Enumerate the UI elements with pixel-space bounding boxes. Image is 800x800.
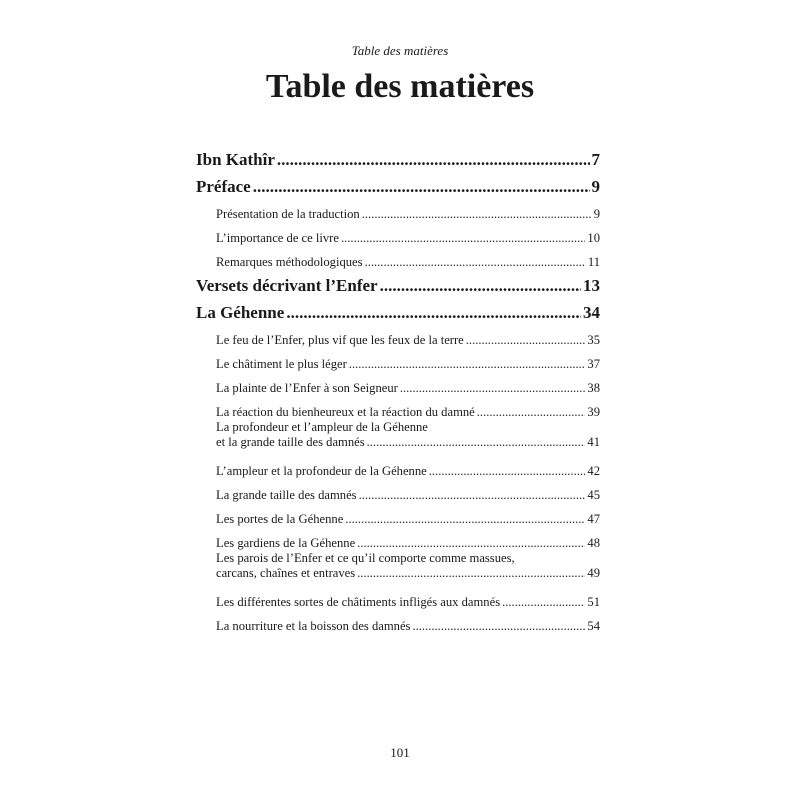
toc-subentry <box>216 503 600 527</box>
toc-subentry <box>216 610 600 634</box>
dot-leader <box>253 177 590 197</box>
toc-subentry-page: 45 <box>587 488 600 502</box>
toc-subentry <box>216 586 600 610</box>
toc-subentry-page: 35 <box>587 333 600 347</box>
toc-entry-label: Préface <box>196 177 251 196</box>
toc-entry-label: La Géhenne <box>196 303 285 322</box>
dot-leader <box>400 381 586 396</box>
toc-subentry-page: 49 <box>587 566 600 580</box>
toc-subentry-multiline <box>216 551 600 581</box>
toc-subentry-page: 42 <box>587 464 600 478</box>
dot-leader <box>359 488 586 503</box>
toc-subentry-page: 54 <box>587 619 600 633</box>
toc-subentry-label: La plainte de l’Enfer à son Seigneur <box>216 381 398 395</box>
toc-subentry-page: 47 <box>587 512 600 526</box>
toc-subentry <box>216 198 600 222</box>
toc-subentry-label: L’importance de ce livre <box>216 231 339 245</box>
dot-leader <box>357 536 585 551</box>
toc-subentry <box>216 527 600 551</box>
toc-subentry-label: et la grande taille des damnés <box>216 435 365 449</box>
toc-subentry-label: La réaction du bienheureux et la réaction du damné <box>216 405 475 419</box>
page-title: Table des matières <box>265 68 535 105</box>
dot-leader <box>429 464 586 479</box>
table-of-contents <box>196 144 600 634</box>
toc-subentry-page: 11 <box>587 255 600 269</box>
toc-subentry-label-line1: La profondeur et l’ampleur de la Géhenne <box>216 420 428 434</box>
toc-subentry <box>216 435 600 450</box>
toc-entry-page: 34 <box>583 303 600 322</box>
toc-subentry <box>216 222 600 246</box>
toc-subentry <box>216 566 600 581</box>
toc-subentry-page: 51 <box>587 595 600 609</box>
dot-leader <box>349 357 586 372</box>
toc-subentry-page: 10 <box>587 231 600 245</box>
toc-subentry <box>216 246 600 270</box>
running-head: Table des matières <box>351 43 449 58</box>
toc-subentry-label: La nourriture et la boisson des damnés <box>216 619 411 633</box>
toc-subentry-page: 39 <box>587 405 600 419</box>
toc-subentry-label: Remarques méthodologiques <box>216 255 363 269</box>
toc-subentry <box>216 348 600 372</box>
page-number: 101 <box>390 745 410 760</box>
dot-leader <box>341 231 585 246</box>
toc-entry-page: 9 <box>591 177 600 196</box>
toc-entry <box>196 297 600 323</box>
dot-leader <box>277 150 590 170</box>
toc-subentry-label: Le châtiment le plus léger <box>216 357 347 371</box>
toc-subentry-page: 37 <box>587 357 600 371</box>
toc-entry-page: 13 <box>583 276 600 295</box>
toc-subentry-label: L’ampleur et la profondeur de la Géhenne <box>216 464 427 478</box>
toc-subentry-label: Présentation de la traduction <box>216 207 360 221</box>
toc-subentry <box>216 455 600 479</box>
toc-subentry-multiline <box>216 420 600 450</box>
toc-subentry-page: 9 <box>593 207 600 221</box>
dot-leader <box>362 207 592 222</box>
toc-entry-page: 7 <box>591 150 600 169</box>
toc-entry-label: Ibn Kathîr <box>196 150 275 169</box>
toc-entry-label: Versets décrivant l’Enfer <box>196 276 378 295</box>
toc-subentry-label: La grande taille des damnés <box>216 488 357 502</box>
toc-subentry-label: Le feu de l’Enfer, plus vif que les feux de la terre <box>216 333 464 347</box>
toc-subentry-page: 48 <box>587 536 600 550</box>
dot-leader <box>367 435 586 450</box>
dot-leader <box>502 595 585 610</box>
toc-subentry-page: 41 <box>587 435 600 449</box>
dot-leader <box>466 333 586 348</box>
toc-subentry-label: carcans, chaînes et entraves <box>216 566 356 580</box>
toc-subentry-label: Les portes de la Géhenne <box>216 512 344 526</box>
toc-entry <box>196 144 600 170</box>
toc-subentry-label: Les différentes sortes de châtiments infligés aux damnés <box>216 595 501 609</box>
toc-subentry-label-line1: Les parois de l’Enfer et ce qu’il comporte comme massues, <box>216 551 515 565</box>
toc-subentry <box>216 324 600 348</box>
toc-entry <box>196 171 600 197</box>
dot-leader <box>286 303 581 323</box>
toc-entry <box>196 270 600 296</box>
dot-leader <box>365 255 586 270</box>
dot-leader <box>412 619 585 634</box>
dot-leader <box>380 276 581 296</box>
toc-subentry-page: 38 <box>587 381 600 395</box>
toc-subentry <box>216 479 600 503</box>
dot-leader <box>477 405 586 420</box>
toc-subentry <box>216 372 600 396</box>
dot-leader <box>357 566 585 581</box>
toc-subentry <box>216 396 600 420</box>
toc-subentry-label: Les gardiens de la Géhenne <box>216 536 356 550</box>
dot-leader <box>345 512 585 527</box>
